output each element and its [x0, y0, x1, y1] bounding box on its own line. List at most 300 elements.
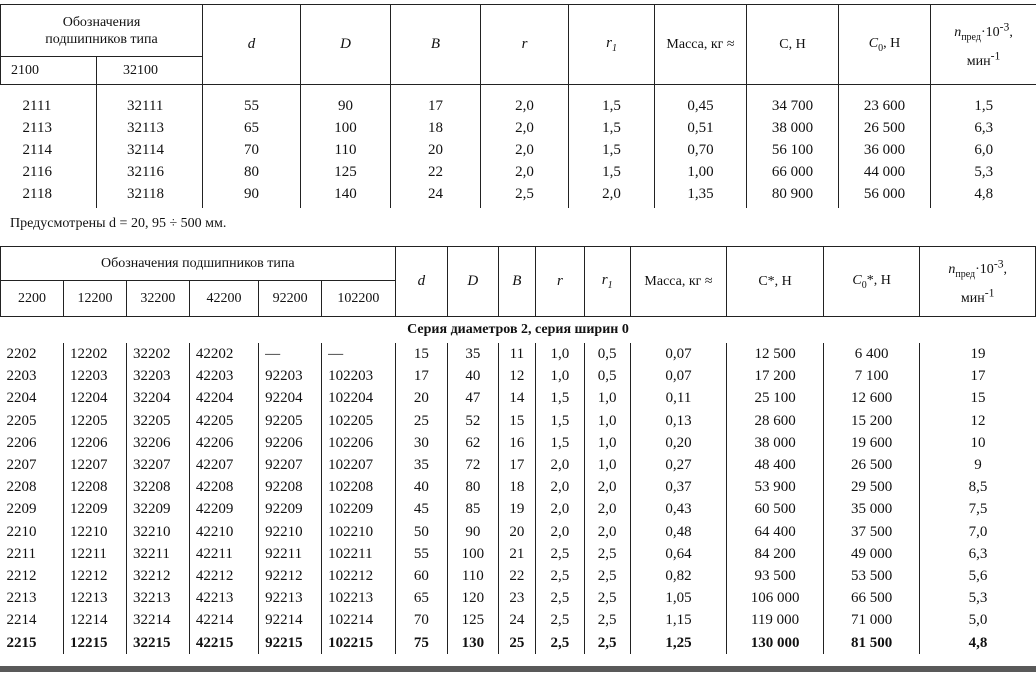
table-cell: 35 — [395, 454, 447, 476]
table-cell: 106 000 — [727, 587, 824, 609]
table-cell: 1,25 — [630, 632, 727, 654]
table-cell: 18 — [498, 476, 536, 498]
table-cell: 12214 — [63, 609, 126, 631]
table1-type-2100-header: 2100 — [1, 57, 97, 85]
scan-edge-artifact — [0, 666, 1036, 672]
table-cell: 102205 — [322, 410, 396, 432]
table-cell: 0,37 — [630, 476, 727, 498]
table-cell: 1,15 — [630, 609, 727, 631]
table-cell: 32213 — [126, 587, 189, 609]
table-cell: 32113 — [97, 117, 203, 139]
table-cell: 19 — [498, 498, 536, 520]
table-cell: 100 — [301, 117, 391, 139]
table2-r-header: r — [536, 247, 584, 317]
table-cell: 12212 — [63, 565, 126, 587]
table-cell: 102212 — [322, 565, 396, 587]
table-cell: 0,64 — [630, 543, 727, 565]
table-cell: 1,5 — [569, 139, 655, 161]
table-cell: 22 — [498, 565, 536, 587]
table-cell: 15 — [970, 390, 986, 407]
table-cell: 25 — [498, 632, 536, 654]
table-cell: 2,5 — [481, 183, 569, 207]
table-cell: 2205 — [1, 410, 64, 432]
table-cell: 16 — [498, 432, 536, 454]
table-cell: 1,35 — [655, 183, 747, 207]
table2-header — [1, 247, 1036, 317]
table-cell: 19 600 — [823, 432, 920, 454]
table-cell: 17 200 — [727, 365, 824, 387]
table-cell: 2,0 — [536, 498, 584, 520]
table-cell: 0,82 — [630, 565, 727, 587]
table-cell: 24 — [391, 183, 481, 207]
table-cell: 53 900 — [727, 476, 824, 498]
table-cell: 102203 — [322, 365, 396, 387]
table-row — [1, 432, 1036, 454]
table-cell: 1,5 — [536, 387, 584, 409]
table-cell: 38 000 — [727, 432, 824, 454]
table-cell: 2,0 — [481, 161, 569, 183]
table-cell: 2,0 — [481, 117, 569, 139]
table-cell: 2211 — [1, 543, 64, 565]
table-cell: 5,0 — [968, 612, 988, 629]
table-cell: 72 — [448, 454, 498, 476]
table-row — [1, 387, 1036, 409]
table-cell: 32215 — [126, 632, 189, 654]
table-cell: 2209 — [1, 498, 64, 520]
table-cell: 2,5 — [536, 632, 584, 654]
table-cell: 2213 — [1, 587, 64, 609]
table-cell: 2111 — [1, 95, 97, 117]
table2-type-102200-header: 102200 — [322, 281, 396, 317]
table-cell: 12213 — [63, 587, 126, 609]
table-cell: 2,5 — [536, 587, 584, 609]
table-cell: 102214 — [322, 609, 396, 631]
table-cell: 40 — [395, 476, 447, 498]
table-cell: 12210 — [63, 521, 126, 543]
table-cell: 34 700 — [747, 95, 839, 117]
table-cell: 2214 — [1, 609, 64, 631]
table-cell: 80 900 — [747, 183, 839, 207]
table-cell: 2,0 — [536, 454, 584, 476]
table-cell: 80 — [203, 161, 301, 183]
table-cell: 30 — [395, 432, 447, 454]
table-cell: 92210 — [259, 521, 322, 543]
table-row — [1, 632, 1036, 654]
table-cell: 32209 — [126, 498, 189, 520]
table-cell: 84 200 — [727, 543, 824, 565]
table-cell: 90 — [203, 183, 301, 207]
table-cell: 23 600 — [839, 95, 931, 117]
table-cell: 90 — [301, 95, 391, 117]
table-row — [1, 365, 1036, 387]
table-cell: 9 — [974, 457, 982, 474]
table1-body — [1, 85, 1036, 208]
table-row — [1, 139, 1036, 161]
table-cell: 62 — [448, 432, 498, 454]
table-cell: 32202 — [126, 343, 189, 365]
table-cell: 102208 — [322, 476, 396, 498]
table-cell: 92204 — [259, 387, 322, 409]
table-row — [1, 609, 1036, 631]
table-cell: 42210 — [189, 521, 258, 543]
table-cell: 2210 — [1, 521, 64, 543]
table-cell: 2,5 — [584, 565, 630, 587]
table-row — [1, 161, 1036, 183]
table-cell: 32211 — [126, 543, 189, 565]
table-cell: 7,0 — [968, 523, 988, 540]
table-cell: 75 — [395, 632, 447, 654]
table-row — [1, 498, 1036, 520]
table-cell: 0,45 — [655, 95, 747, 117]
table-cell: 17 — [391, 95, 481, 117]
table-cell: 28 600 — [727, 410, 824, 432]
table-cell: 2,0 — [584, 498, 630, 520]
table-cell: 92213 — [259, 587, 322, 609]
table-cell: 35 000 — [823, 498, 920, 520]
table2-series-title: Серия диаметров 2, серия ширин 0 — [407, 322, 629, 337]
table-cell: 1,0 — [584, 432, 630, 454]
table-cell: 64 400 — [727, 521, 824, 543]
table1-r-header: r — [481, 5, 569, 85]
table-cell: 20 — [395, 387, 447, 409]
table-cell: 90 — [448, 521, 498, 543]
table-row — [1, 183, 1036, 207]
table-cell: 102210 — [322, 521, 396, 543]
table-row — [1, 343, 1036, 365]
table2-type-12200-header: 12200 — [63, 281, 126, 317]
table-cell: 80 — [448, 476, 498, 498]
table-cell: 0,07 — [630, 343, 727, 365]
table-cell: 93 500 — [727, 565, 824, 587]
table-cell: 12 — [970, 412, 986, 429]
table1-type-32100-header: 32100 — [97, 57, 203, 85]
table-cell: 92206 — [259, 432, 322, 454]
table-cell: 1,0 — [584, 387, 630, 409]
table-cell: 17 — [395, 365, 447, 387]
table-cell: 92209 — [259, 498, 322, 520]
table-cell: 42214 — [189, 609, 258, 631]
table-cell: 2208 — [1, 476, 64, 498]
table-cell: 42207 — [189, 454, 258, 476]
table-cell: 8,5 — [968, 479, 988, 496]
table-cell: 1,5 — [569, 117, 655, 139]
table-cell: 70 — [395, 609, 447, 631]
table2-mass-header: Масса, кг ≈ — [630, 247, 727, 317]
table-cell: 32116 — [97, 161, 203, 183]
table-cell: 102213 — [322, 587, 396, 609]
table-cell: 12207 — [63, 454, 126, 476]
table-cell: 36 000 — [839, 139, 931, 161]
table-cell: 12 — [498, 365, 536, 387]
table-cell: 12202 — [63, 343, 126, 365]
table-cell: 2,0 — [481, 139, 569, 161]
table-cell: 42211 — [189, 543, 258, 565]
table-cell: 2116 — [1, 161, 97, 183]
table-2200-series — [0, 246, 1036, 654]
table-cell: 1,0 — [536, 343, 584, 365]
table-cell: 32118 — [97, 183, 203, 207]
table-cell: 0,5 — [584, 365, 630, 387]
table-cell: 119 000 — [727, 609, 824, 631]
table-cell: 42206 — [189, 432, 258, 454]
table-row — [1, 565, 1036, 587]
table-cell: 23 — [498, 587, 536, 609]
table-cell: 25 — [395, 410, 447, 432]
table-cell: 2,0 — [481, 95, 569, 117]
table-cell: 1,5 — [536, 410, 584, 432]
table-cell: 70 — [203, 139, 301, 161]
table-cell: 32212 — [126, 565, 189, 587]
table-cell: 2,5 — [536, 543, 584, 565]
table-row — [1, 587, 1036, 609]
table2-B-header: B — [498, 247, 536, 317]
table-cell: 2207 — [1, 454, 64, 476]
table-cell: 140 — [301, 183, 391, 207]
table-cell: 5,6 — [968, 568, 988, 585]
table-cell: 45 — [395, 498, 447, 520]
table-cell: 2212 — [1, 565, 64, 587]
table2-r1-header: $r_1$ — [584, 247, 630, 317]
table-cell: 1,5 — [569, 161, 655, 183]
table-cell: 66 000 — [747, 161, 839, 183]
table-cell: 92207 — [259, 454, 322, 476]
table-cell: 12206 — [63, 432, 126, 454]
table-cell: 0,5 — [584, 343, 630, 365]
table-cell: 0,20 — [630, 432, 727, 454]
table-cell: 1,00 — [655, 161, 747, 183]
table-cell: 2,0 — [584, 521, 630, 543]
table-cell: 32214 — [126, 609, 189, 631]
table-cell: 52 — [448, 410, 498, 432]
table-cell: 5,3 — [968, 590, 988, 607]
table-cell: 100 — [448, 543, 498, 565]
table-cell: 0,07 — [630, 365, 727, 387]
table-cell: 6,0 — [974, 141, 994, 158]
table-cell: 32210 — [126, 521, 189, 543]
table-cell: 2204 — [1, 387, 64, 409]
table-cell: 12208 — [63, 476, 126, 498]
table-cell: 11 — [498, 343, 536, 365]
table-cell: 32208 — [126, 476, 189, 498]
table-cell: 42212 — [189, 565, 258, 587]
table-cell: 56 100 — [747, 139, 839, 161]
table-cell: 26 500 — [823, 454, 920, 476]
table-cell: 38 000 — [747, 117, 839, 139]
table-cell: 85 — [448, 498, 498, 520]
table-cell: 12203 — [63, 365, 126, 387]
table-cell: — — [322, 343, 396, 365]
table-cell: 17 — [498, 454, 536, 476]
table-cell: — — [259, 343, 322, 365]
table1-mass-header: Масса, кг ≈ — [655, 5, 747, 85]
table-cell: 14 — [498, 387, 536, 409]
table-cell: 20 — [391, 139, 481, 161]
table2-n-header: $n_{пред}\cdot 10^{-3}$, мин$^{-1}$ — [920, 247, 1036, 317]
table-cell: 12211 — [63, 543, 126, 565]
table2-type-42200-header: 42200 — [189, 281, 258, 317]
table-cell: 12204 — [63, 387, 126, 409]
table-cell: 2,5 — [536, 609, 584, 631]
table-cell: 32204 — [126, 387, 189, 409]
table-cell: 0,11 — [630, 387, 727, 409]
table-cell: 125 — [301, 161, 391, 183]
table-cell: 32206 — [126, 432, 189, 454]
table-cell: 102211 — [322, 543, 396, 565]
table-cell: 2,0 — [584, 476, 630, 498]
table-cell: 102215 — [322, 632, 396, 654]
table-cell: 6,3 — [968, 545, 988, 562]
table-2100-series — [0, 4, 1036, 208]
table-cell: 49 000 — [823, 543, 920, 565]
table-cell: 2,0 — [536, 476, 584, 498]
table-cell: 18 — [391, 117, 481, 139]
table-row — [1, 543, 1036, 565]
table-cell: 26 500 — [839, 117, 931, 139]
table1-n-header: $n_{пред}\cdot 10^{-3}$, мин$^{-1}$ — [931, 5, 1036, 85]
table-cell: 47 — [448, 387, 498, 409]
table1-d-header: d — [203, 5, 301, 85]
table-cell: 42202 — [189, 343, 258, 365]
table-cell: 44 000 — [839, 161, 931, 183]
table-cell: 12209 — [63, 498, 126, 520]
table1-C0-header: $C_0$, Н — [839, 5, 931, 85]
table-cell: 21 — [498, 543, 536, 565]
table-cell: 10 — [970, 434, 986, 451]
table2-type-92200-header: 92200 — [259, 281, 322, 317]
table-cell: 92205 — [259, 410, 322, 432]
table-cell: 19 — [970, 346, 986, 362]
table-cell: 17 — [970, 368, 986, 385]
table-cell: 1,0 — [536, 365, 584, 387]
table-cell: 2,5 — [584, 587, 630, 609]
table-cell: 50 — [395, 521, 447, 543]
table-cell: 2202 — [1, 343, 64, 365]
table-cell: 55 — [395, 543, 447, 565]
table1-r1-header: $r_1$ — [569, 5, 655, 85]
table-cell: 102209 — [322, 498, 396, 520]
table-cell: 2215 — [1, 632, 64, 654]
table-cell: 1,0 — [584, 454, 630, 476]
table-cell: 42213 — [189, 587, 258, 609]
table-cell: 12215 — [63, 632, 126, 654]
table-cell: 0,43 — [630, 498, 727, 520]
table-cell: 81 500 — [823, 632, 920, 654]
table-cell: 15 — [498, 410, 536, 432]
table-cell: 4,8 — [968, 634, 988, 651]
table-cell: 32114 — [97, 139, 203, 161]
table-cell: 56 000 — [839, 183, 931, 207]
table-cell: 120 — [448, 587, 498, 609]
table1-C-header: C, Н — [747, 5, 839, 85]
table-cell: 25 100 — [727, 387, 824, 409]
table-cell: 32207 — [126, 454, 189, 476]
table-cell: 102207 — [322, 454, 396, 476]
table-cell: 2206 — [1, 432, 64, 454]
table-cell: 92215 — [259, 632, 322, 654]
table-cell: 130 — [448, 632, 498, 654]
table-cell: 2,5 — [584, 543, 630, 565]
table-cell: 32203 — [126, 365, 189, 387]
table-cell: 65 — [395, 587, 447, 609]
table-cell: 22 — [391, 161, 481, 183]
table-cell: 2,0 — [536, 521, 584, 543]
table-cell: 66 500 — [823, 587, 920, 609]
table-cell: 2114 — [1, 139, 97, 161]
table2-type-32200-header: 32200 — [126, 281, 189, 317]
table-cell: 92208 — [259, 476, 322, 498]
table-cell: 1,05 — [630, 587, 727, 609]
table-cell: 60 — [395, 565, 447, 587]
table-cell: 92211 — [259, 543, 322, 565]
table-cell: 4,8 — [974, 186, 994, 203]
table-cell: 0,27 — [630, 454, 727, 476]
table-cell: 42205 — [189, 410, 258, 432]
table-cell: 2,5 — [536, 565, 584, 587]
table-cell: 6,3 — [974, 119, 994, 136]
table-cell: 37 500 — [823, 521, 920, 543]
table-cell: 12 600 — [823, 387, 920, 409]
table-cell: 125 — [448, 609, 498, 631]
table-cell: 0,13 — [630, 410, 727, 432]
table-cell: 15 — [395, 343, 447, 365]
table1-designation-header: Обозначения подшипников типа — [1, 5, 203, 57]
table1-note: Предусмотрены d = 20, 95 ÷ 500 мм. — [10, 216, 227, 231]
table-cell: 7,5 — [968, 501, 988, 518]
table-cell: 2,0 — [569, 183, 655, 207]
table2-designation-header: Обозначения подшипников типа — [1, 247, 396, 281]
table-row — [1, 454, 1036, 476]
table-cell: 0,70 — [655, 139, 747, 161]
table-row — [1, 476, 1036, 498]
table-cell: 42203 — [189, 365, 258, 387]
table-cell: 92212 — [259, 565, 322, 587]
table-cell: 32205 — [126, 410, 189, 432]
table-row — [1, 117, 1036, 139]
table2-C-header: C*, Н — [727, 247, 824, 317]
table-cell: 7 100 — [823, 365, 920, 387]
table-cell: 55 — [203, 95, 301, 117]
table-cell: 42204 — [189, 387, 258, 409]
table-cell: 92214 — [259, 609, 322, 631]
table2-C0-header: $C_0*$, Н — [823, 247, 920, 317]
table-cell: 1,5 — [536, 432, 584, 454]
table1-B-header: B — [391, 5, 481, 85]
table-cell: 130 000 — [727, 632, 824, 654]
table-cell: 2118 — [1, 183, 97, 207]
table-cell: 0,48 — [630, 521, 727, 543]
table-cell: 60 500 — [727, 498, 824, 520]
table-cell: 48 400 — [727, 454, 824, 476]
table-cell: 92203 — [259, 365, 322, 387]
table-cell: 1,5 — [974, 97, 994, 114]
table-row — [1, 521, 1036, 543]
table-cell: 6 400 — [823, 343, 920, 365]
table-cell: 65 — [203, 117, 301, 139]
table-cell: 5,3 — [974, 164, 994, 181]
table-cell: 110 — [301, 139, 391, 161]
table2-d-header: d — [395, 247, 447, 317]
table-row — [1, 95, 1036, 117]
table-cell: 12 500 — [727, 343, 824, 365]
table-cell: 2,5 — [584, 632, 630, 654]
table2-type-2200-header: 2200 — [1, 281, 64, 317]
table-cell: 15 200 — [823, 410, 920, 432]
table-cell: 42208 — [189, 476, 258, 498]
table2-D-header: D — [448, 247, 498, 317]
table-cell: 2113 — [1, 117, 97, 139]
table-cell: 40 — [448, 365, 498, 387]
table-cell: 2,5 — [584, 609, 630, 631]
